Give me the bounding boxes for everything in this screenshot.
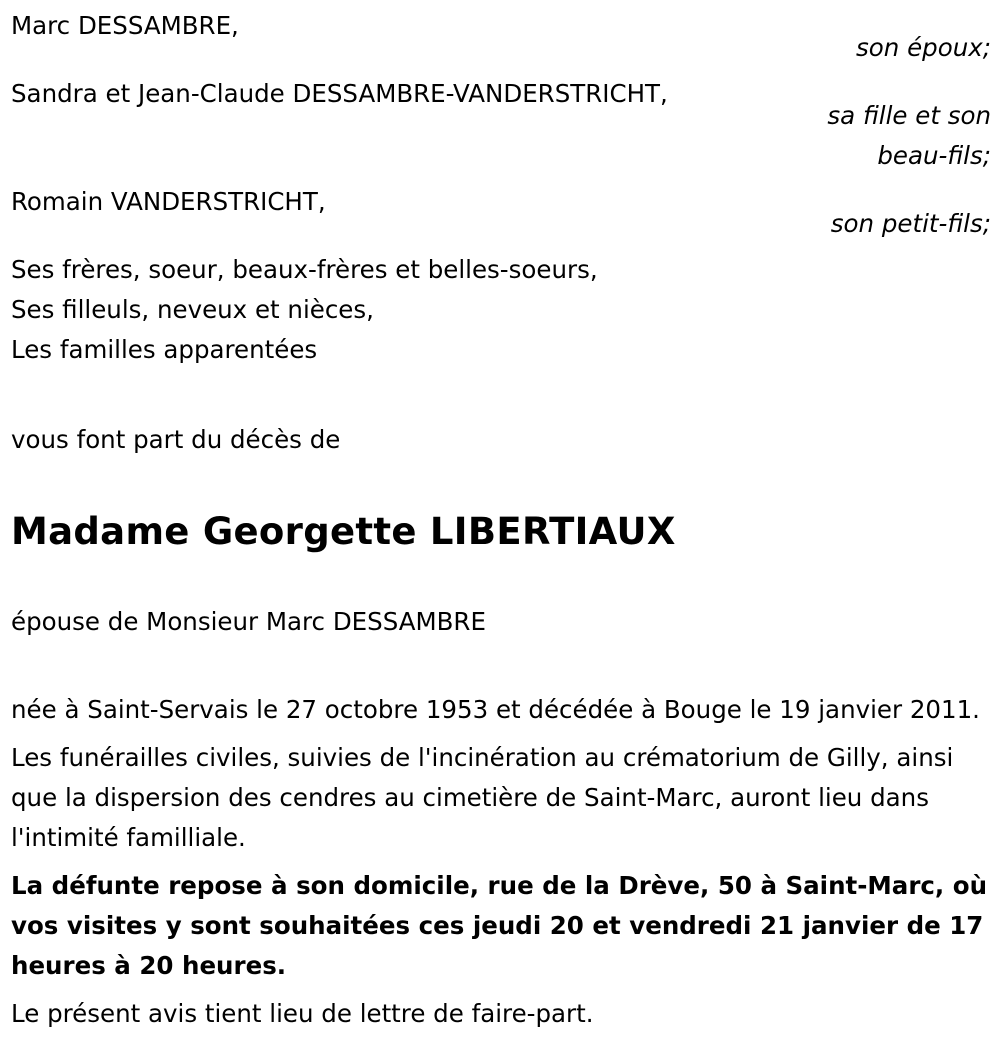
funeral-details: Les funérailles civiles, suivies de l'incinération au crématorium de Gilly, ainsi que la dispersion des cendres au cimetière de Saint-Marc, auront lieu dans l'intimité familliale. [11, 743, 954, 852]
relatives-line: Les familles apparentées [11, 335, 318, 364]
family-member-name: Marc DESSAMBRE, [11, 11, 239, 40]
relatives-line: Ses filleuls, neveux et nièces, [11, 295, 374, 324]
role-line: son petit-fils; [830, 209, 991, 238]
family-member-grandson [11, 182, 991, 244]
announcement-text: vous font part du décès de [11, 425, 341, 454]
role-line: sa fille et son [827, 101, 991, 130]
obituary-notice [11, 6, 991, 1034]
visitation-details: La défunte repose à son domicile, rue de la Drève, 50 à Saint-Marc, où vos visites y sont souhaitées ces jeudi 20 et vendredi 21 janvier de 17 heures à 20 heures. [11, 871, 988, 980]
role-line: son époux; [856, 33, 991, 62]
notice-text: Le présent avis tient lieu de lettre de faire-part. [11, 999, 594, 1028]
other-relatives [11, 250, 991, 370]
relatives-line: Ses frères, soeur, beaux-frères et belles-soeurs, [11, 255, 598, 284]
family-member-name: Sandra et Jean-Claude DESSAMBRE-VANDERSTRICHT, [11, 79, 668, 108]
deceased-name: Madame Georgette LIBERTIAUX [11, 510, 676, 553]
family-member-daughter [11, 74, 991, 176]
birth-death-dates: née à Saint-Servais le 27 octobre 1953 et décédée à Bouge le 19 janvier 2011. [11, 695, 980, 724]
family-member-name: Romain VANDERSTRICHT, [11, 187, 326, 216]
spouse-line: épouse de Monsieur Marc DESSAMBRE [11, 607, 486, 636]
family-member-spouse [11, 6, 991, 68]
role-line: beau-fils; [877, 141, 991, 170]
